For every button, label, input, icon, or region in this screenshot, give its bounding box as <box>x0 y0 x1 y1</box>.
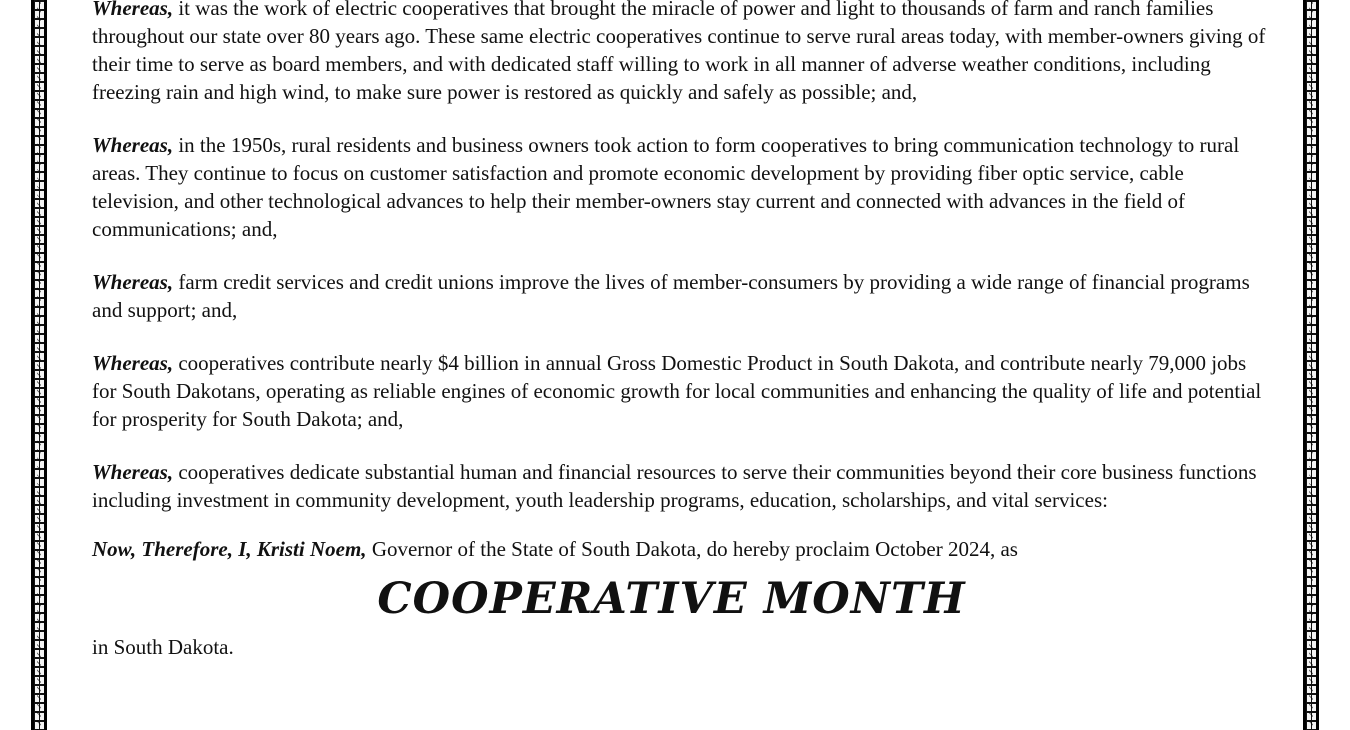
whereas-keyword: Whereas, <box>92 270 174 294</box>
whereas-paragraph <box>92 131 1267 243</box>
whereas-paragraph <box>92 0 1267 106</box>
proclamation-body <box>92 0 1267 661</box>
proclamation-text: Governor of the State of South Dakota, do hereby proclaim October 2024, as <box>366 537 1018 561</box>
decorative-border-right <box>1303 0 1319 730</box>
closing-line: in South Dakota. <box>92 635 234 659</box>
paragraph-text: it was the work of electric cooperatives that brought the miracle of power and light to thousands of farm and ranch families throughout our state over 80 years ago. These same electric cooperatives continue to serve rural areas today, with member-owners giving of their time to serve as board members, and with dedicated staff willing to work in all manner of adverse weather conditions, including freezing rain and high wind, to make sure power is restored as quickly and safely as possible; and, <box>92 0 1266 104</box>
whereas-paragraph <box>92 458 1267 514</box>
paragraph-text: cooperatives dedicate substantial human and financial resources to serve their communities beyond their core business functions including investment in community development, youth leadership programs, education, scholarships, and vital services: <box>92 460 1257 512</box>
paragraph-text: farm credit services and credit unions improve the lives of member-consumers by providing a wide range of financial programs and support; and, <box>92 270 1250 322</box>
whereas-keyword: Whereas, <box>92 351 174 375</box>
proclamation-statement <box>92 535 1267 563</box>
whereas-keyword: Whereas, <box>92 460 174 484</box>
decorative-border-left <box>31 0 47 730</box>
whereas-keyword: Whereas, <box>92 0 174 20</box>
whereas-keyword: Whereas, <box>92 133 174 157</box>
paragraph-text: in the 1950s, rural residents and business owners took action to form cooperatives to bring communication technology to rural areas. They continue to focus on customer satisfaction and promote economic development by providing fiber optic service, cable television, and other technological advances to help their member-owners stay current and connected with advances in the field of communications; and, <box>92 133 1240 241</box>
now-therefore-keyword: Now, Therefore, I, Kristi Noem, <box>92 537 367 561</box>
paragraph-text: cooperatives contribute nearly $4 billion in annual Gross Domestic Product in South Dakota, and contribute nearly 79,000 jobs for South Dakotans, operating as reliable engines of economic growth for local communities and enhancing the quality of life and potential for prosperity for South Dakota; and, <box>92 351 1262 431</box>
proclamation-title: COOPERATIVE MONTH <box>377 574 966 624</box>
whereas-paragraph <box>92 349 1267 433</box>
whereas-paragraph <box>92 268 1267 324</box>
